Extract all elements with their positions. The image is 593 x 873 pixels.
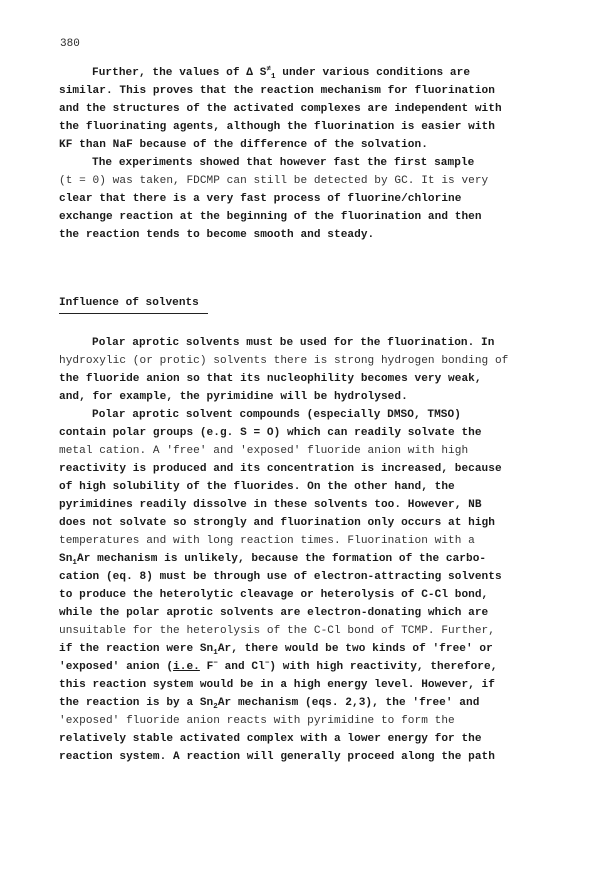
delta-s-symbol: Δ S (246, 67, 267, 79)
paragraph2-line4: exchange reaction at the beginning of the fluorination and then (59, 211, 482, 223)
paragraph4-line12: while the polar aprotic solvents are electron-donating which are (59, 607, 489, 619)
paragraph4-line3: metal cation. A 'free' and 'exposed' fluoride anion with high (59, 445, 469, 457)
paragraph4-line15: 'exposed' anion (i.e. F− and Cl−) with high reactivity, therefore, (59, 659, 498, 673)
paragraph4-line2: contain polar groups (e.g. S = O) which can readily solvate the (59, 427, 482, 439)
heading-underline (59, 313, 208, 314)
paragraph4-line9: $Sn_1Ar$ mechanism is unlikely, because the formation of the carbo- (59, 553, 487, 568)
paragraph3-line1: Polar aprotic solvents must be used for the fluorination. In (92, 337, 495, 349)
paragraph2-line1: The experiments showed that however fast the first sample (92, 157, 475, 169)
paragraph4-line17: the reaction is by a $Sn_2Ar$ mechanism (eqs. 2,3), the 'free' and (59, 697, 480, 712)
paragraph4-line14: if the reaction were $Sn_1Ar$, there would be two kinds of 'free' or (59, 643, 493, 658)
paragraph4-line18: 'exposed' fluoride anion reacts with pyrimidine to form the (59, 715, 455, 727)
paragraph4-line11: to produce the heterolytic cleavage or heterolysis of C-Cl bond, (59, 589, 489, 601)
paragraph3-line2: hydroxylic (or protic) solvents there is strong hydrogen bonding of (59, 355, 509, 367)
paragraph4-line6: pyrimidines readily dissolve in these solvents too. However, NB (59, 499, 482, 511)
section-heading: Influence of solvents (59, 297, 199, 309)
paragraph4-line16: this reaction system would be in a high energy level. However, if (59, 679, 495, 691)
paragraph1-line5: KF than NaF because of the difference of the solvation. (59, 139, 428, 151)
page-number: 380 (60, 38, 80, 50)
paragraph2-line2: (t = 0) was taken, FDCMP can still be detected by GC. It is very (59, 175, 489, 187)
paragraph4-line7: does not solvate so strongly and fluorination only occurs at high (59, 517, 495, 529)
paragraph3-line3: the fluoride anion so that its nucleophility becomes very weak, (59, 373, 482, 385)
paragraph4-line4: reactivity is produced and its concentration is increased, because (59, 463, 502, 475)
paragraph2-line3: clear that there is a very fast process of fluorine/chlorine (59, 193, 462, 205)
paragraph2-line5: the reaction tends to become smooth and steady. (59, 229, 375, 241)
paragraph1-line2: similar. This proves that the reaction mechanism for fluorination (59, 85, 495, 97)
paragraph1-line1: Further, the values of Δ $S^\ne_1$ under various conditions are (92, 65, 471, 82)
paragraph4-line8: temperatures and with long reaction times. Fluorination with a (59, 535, 475, 547)
paragraph4-line10: cation (eq. 8) must be through use of electron-attracting solvents (59, 571, 502, 583)
paragraph4-line5: of high solubility of the fluorides. On the other hand, the (59, 481, 455, 493)
paragraph4-line1: Polar aprotic solvent compounds (especially DMSO, TMSO) (92, 409, 461, 421)
paragraph4-line19: relatively stable activated complex with a lower energy for the (59, 733, 482, 745)
paragraph3-line4: and, for example, the pyrimidine will be hydrolysed. (59, 391, 408, 403)
paragraph1-line4: the fluorinating agents, although the fluorination is easier with (59, 121, 495, 133)
paragraph1-line3: and the structures of the activated complexes are independent with (59, 103, 502, 115)
paragraph4-line13: unsuitable for the heterolysis of the C-Cl bond of TCMP. Further, (59, 625, 495, 637)
paragraph4-line20: reaction system. A reaction will generally proceed along the path (59, 751, 495, 763)
